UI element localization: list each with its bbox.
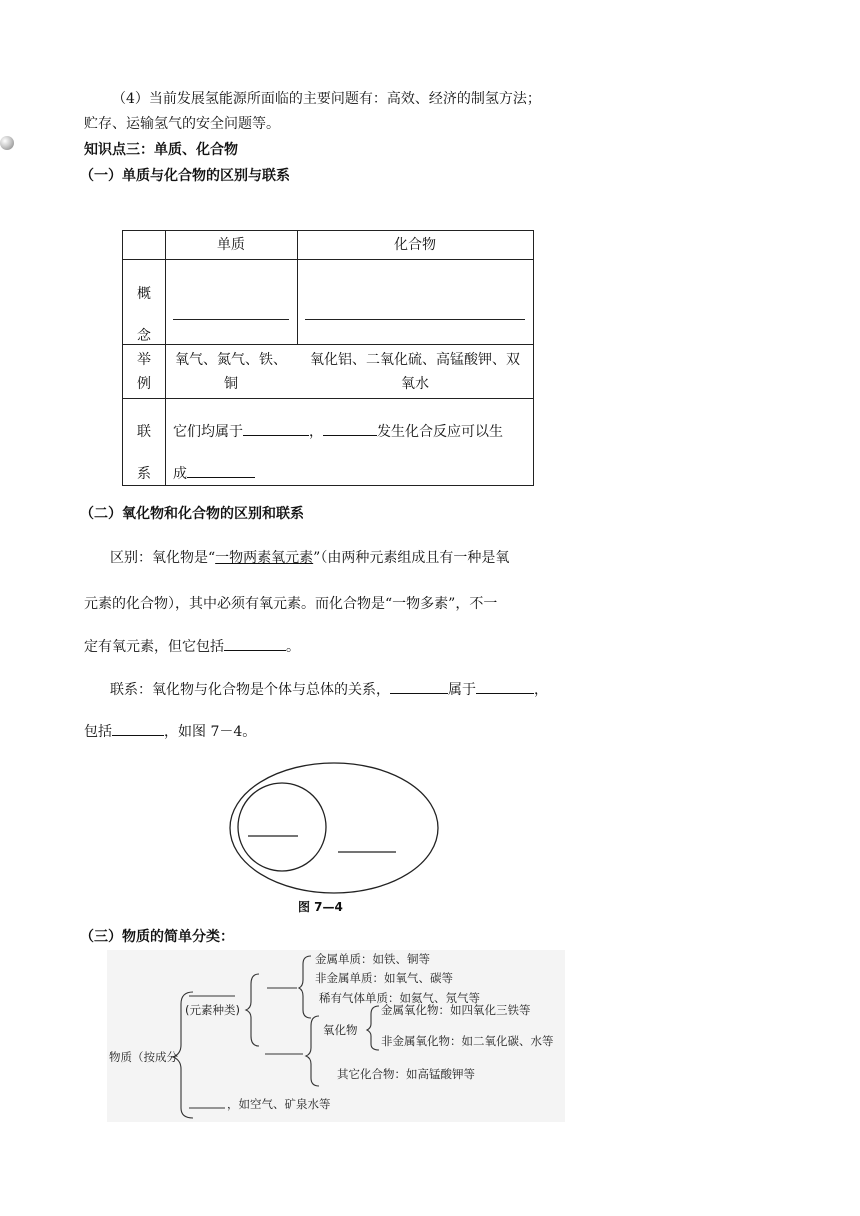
inner-circle <box>238 783 326 871</box>
subheading-2: （二）氧化物和化合物的区别和联系 <box>80 506 304 522</box>
classify-nonmetal: 非金属单质：如氧气、碳等 <box>315 971 453 985</box>
classify-nonmetal-oxide: 非金属氧化物：如二氧化碳、水等 <box>381 1034 554 1048</box>
link-line-2: 包括 ，如图 7－4。 <box>84 721 564 742</box>
figure-caption: 图 7—4 <box>298 900 343 914</box>
row-label-example-2: 例 <box>137 376 151 392</box>
row-label-relation-2: 系 <box>137 466 151 482</box>
classify-mixture: ，如空气、矿泉水等 <box>227 1097 331 1111</box>
relation-line-2: 成 <box>173 463 255 485</box>
example-compound-2: 氧水 <box>401 376 429 392</box>
subheading-1: （一）单质与化合物的区别与联系 <box>80 168 290 184</box>
row-label-concept-1: 概 <box>137 286 151 302</box>
concept-blank-element <box>173 319 289 320</box>
link-blank-1 <box>390 679 448 694</box>
subheading-3: （三）物质的简单分类： <box>80 929 234 945</box>
table-header-compound: 化合物 <box>394 237 436 253</box>
venn-figure <box>226 758 442 918</box>
relation-blank-1 <box>243 421 309 436</box>
para4-line2: 贮存、运输氢气的安全问题等。 <box>84 116 280 132</box>
diff-line-3: 定有氧元素，但它包括 。 <box>84 636 564 657</box>
classify-metal: 金属单质：如铁、铜等 <box>315 952 430 966</box>
link-blank-2 <box>476 679 534 694</box>
classification-diagram <box>107 950 565 1122</box>
row-label-relation-1: 联 <box>137 424 151 440</box>
table-header-element: 单质 <box>217 237 245 253</box>
relation-blank-2 <box>323 421 377 436</box>
row-label-concept-2: 念 <box>137 328 151 344</box>
para4-line1: （4）当前发展氢能源所面临的主要问题有：高效、经济的制氢方法； <box>112 91 541 107</box>
diff-blank <box>224 636 286 651</box>
link-blank-3 <box>112 721 164 736</box>
element-compound-table <box>122 230 534 486</box>
outer-ellipse <box>230 763 438 893</box>
link-line-1: 联系：氧化物与化合物是个体与总体的关系， 属于 ， <box>110 679 590 700</box>
row-label-example-1: 举 <box>137 352 151 368</box>
relation-blank-3 <box>187 463 255 478</box>
classify-by-element: (元素种类) <box>185 1003 240 1017</box>
classify-metal-oxide: 金属氧化物：如四氧化三铁等 <box>381 1003 531 1017</box>
diff-line-1: 区别：氧化物是“一物两素氧元素”（由两种元素组成且有一种是氧 <box>110 550 510 566</box>
example-compound-1: 氧化铝、二氧化硫、高锰酸钾、双 <box>310 352 520 368</box>
classify-noble: 稀有气体单质：如氦气、氖气等 <box>319 991 480 1005</box>
classify-root: 物质（按成分 <box>109 1050 178 1064</box>
diff-line-2: 元素的化合物），其中必须有氧元素。而化合物是“一物多素”，不一 <box>84 596 498 612</box>
classify-other: 其它化合物：如高锰酸钾等 <box>337 1067 475 1081</box>
classify-oxide: 氧化物 <box>323 1023 358 1037</box>
heading-knowledge-3: 知识点三：单质、化合物 <box>84 142 238 158</box>
example-element-2: 铜 <box>224 376 238 392</box>
margin-bullet-icon <box>0 136 14 150</box>
concept-blank-compound <box>305 319 525 320</box>
example-element-1: 氧气、氮气、铁、 <box>175 352 287 368</box>
relation-line-1: 它们均属于 ， 发生化合反应可以生 <box>173 421 503 443</box>
